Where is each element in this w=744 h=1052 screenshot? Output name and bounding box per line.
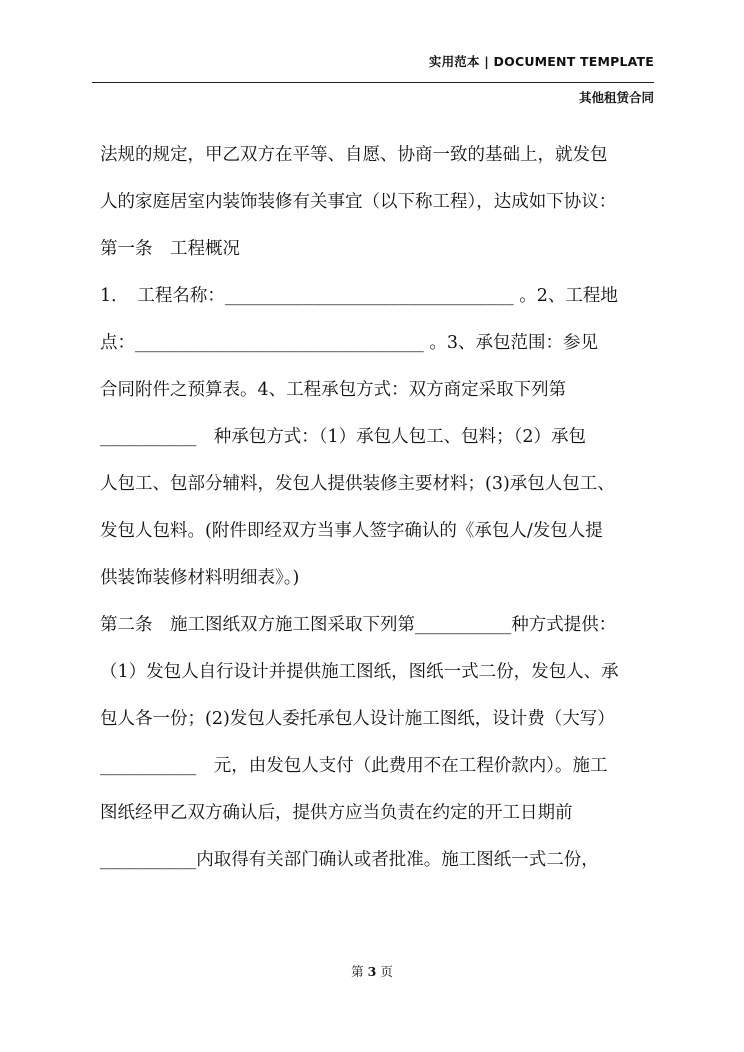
body-line-9: 发包人包料。(附件即经双方当事人签字确认的《承包人/发包人提 [100,521,603,541]
document-category: 其他租赁合同 [578,90,654,105]
body-line-1: 法规的规定，甲乙双方在平等、自愿、协商一致的基础上，就发包 [100,145,608,165]
body-line-12: （1）发包人自行设计并提供施工图纸，图纸一式二份，发包人、承 [100,662,619,682]
page-label-suffix: 页 [380,964,393,979]
body-line-7: ___________ 种承包方式：（1）承包人包工、包料；（2）承包 [100,427,587,447]
body-line-10: 供装饰装修材料明细表》。) [100,568,300,588]
contract-body [100,132,656,884]
body-line-8: 人包工、包部分辅料，发包人提供装修主要材料；(3)承包人包工、 [100,474,615,494]
body-line-4: 1． 工程名称：_________________________________ 。2、工程地 [100,286,618,306]
header-divider [92,82,654,83]
section-heading-article-2: 第二条 施工图纸双方施工图采取下列第___________种方式提供： [100,615,617,635]
page-label-prefix: 第 [351,964,364,979]
body-line-15: 图纸经甲乙双方确认后，提供方应当负责在约定的开工日期前 [100,803,573,823]
page-footer [0,962,744,980]
body-line-14: ___________ 元，由发包人支付（此费用不在工程价款内）。施工 [100,756,608,776]
page-number: 3 [367,964,377,979]
body-line-16: ___________内取得有关部门确认或者批准。施工图纸一式二份， [100,850,599,870]
body-line-5: 点：_________________________________ 。3、承包范围：参见 [100,333,598,353]
body-line-6: 合同附件之预算表。4、工程承包方式：双方商定采取下列第 [100,380,567,400]
document-header-title: 实用范本 | DOCUMENT TEMPLATE [428,54,654,69]
body-line-2: 人的家庭居室内装饰装修有关事宜（以下称工程），达成如下协议： [100,192,617,212]
section-heading-article-1: 第一条 工程概况 [100,239,240,259]
body-line-13: 包人各一份；(2)发包人委托承包人设计施工图纸，设计费（大写） [100,709,615,729]
